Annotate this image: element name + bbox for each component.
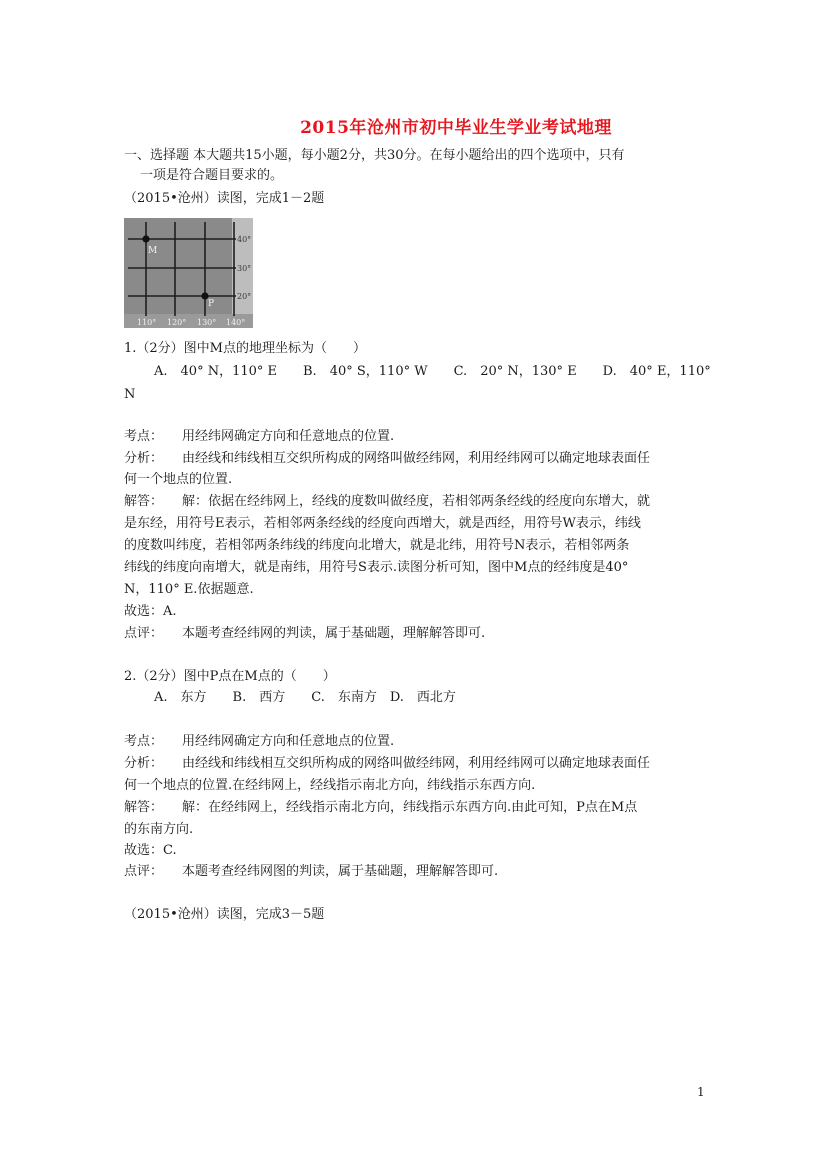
q1-fenxi-label: 分析： <box>124 451 164 466</box>
figure-intro-2: （2015•沧州）读图，完成3－5题 <box>124 907 325 922</box>
q1-dianping-label: 点评： <box>124 626 164 641</box>
section-heading-line2: 一项是符合题目要求的。 <box>140 168 284 183</box>
point-m-marker <box>142 235 149 242</box>
q1-fenxi-text: 由经线和纬线相互交织所构成的网络叫做经纬网，利用经纬网可以确定地球表面任 <box>182 451 651 466</box>
q1-fenxi <box>124 449 650 469</box>
q1-fenxi-line2: 何一个地点的位置. <box>124 472 233 487</box>
lat-label-30: 30° <box>237 264 252 273</box>
q2-fenxi-line2: 何一个地点的位置.在经纬网上，经线指示南北方向，纬线指示东西方向. <box>124 778 536 793</box>
q1-jieda-line2: 是东经，用符号E表示，若相邻两条经线的经度向西增大，就是西经，用符号W表示，纬线 <box>124 516 641 531</box>
lon-label-140: 140° <box>226 318 246 327</box>
q1-jieda-line5: N，110° E.依据题意. <box>124 582 254 597</box>
q2-fenxi <box>124 754 650 774</box>
q1-jieda-label: 解答： <box>124 494 164 509</box>
q1-dianping <box>124 624 485 644</box>
lon-label-130: 130° <box>197 318 217 327</box>
q2-dianping-label: 点评： <box>124 864 164 879</box>
q1-answer: 故选：A. <box>124 604 177 619</box>
point-p-label: P <box>208 299 215 309</box>
question-2-options: A. 东方 B. 西方 C. 东南方 D. 西北方 <box>154 690 456 705</box>
q2-dianping-text: 本题考查经纬网图的判读，属于基础题，理解解答即可. <box>182 864 499 879</box>
q1-jieda <box>124 492 650 512</box>
q2-answer: 故选：C. <box>124 843 177 858</box>
q1-jieda-line3: 的度数叫纬度，若相邻两条纬线的纬度向北增大，就是北纬，用符号N表示，若相邻两条 <box>124 538 630 553</box>
q1-jieda-text: 解：依据在经纬网上，经线的度数叫做经度，若相邻两条经线的经度向东增大，就 <box>182 494 651 509</box>
question-2-stem: 2.（2分）图中P点在M点的（ ） <box>124 669 336 684</box>
q1-kaodian <box>124 427 394 447</box>
page-number: 1 <box>697 1085 705 1099</box>
q2-dianping <box>124 862 498 882</box>
q2-kaodian-label: 考点： <box>124 734 164 749</box>
figure-intro-1: （2015•沧州）读图，完成1－2题 <box>124 191 325 206</box>
lon-label-110: 110° <box>137 318 157 327</box>
q2-kaodian <box>124 732 394 752</box>
q1-dianping-text: 本题考查经纬网的判读，属于基础题，理解解答即可. <box>182 626 486 641</box>
lat-label-20: 20° <box>237 292 252 301</box>
question-1-options-wrap: N <box>124 387 136 402</box>
page-title: 2015年沧州市初中毕业生学业考试地理 <box>300 118 612 138</box>
point-m-label: M <box>148 246 158 256</box>
q1-kaodian-text: 用经纬网确定方向和任意地点的位置. <box>182 429 395 444</box>
question-1-options: A. 40° N，110° E B. 40° S，110° W C. 20° N，130° E D. 40° E，110° <box>154 364 711 379</box>
q2-jieda-text: 解：在经纬网上，经线指示南北方向，纬线指示东西方向.由此可知，P点在M点 <box>182 800 638 815</box>
q2-fenxi-text: 由经线和纬线相互交织所构成的网络叫做经纬网，利用经纬网可以确定地球表面任 <box>182 756 651 771</box>
q2-kaodian-text: 用经纬网确定方向和任意地点的位置. <box>182 734 395 749</box>
q2-fenxi-label: 分析： <box>124 756 164 771</box>
graticule-map-figure <box>124 218 253 328</box>
question-1-stem: 1.（2分）图中M点的地理坐标为（ ） <box>124 341 366 356</box>
section-heading-line1: 一、选择题 本大题共15小题，每小题2分，共30分。在每小题给出的四个选项中，只有 <box>124 148 625 163</box>
q1-kaodian-label: 考点： <box>124 429 164 444</box>
q2-jieda-line2: 的东南方向. <box>124 822 194 837</box>
q1-jieda-line4: 纬线的纬度向南增大，就是南纬，用符号S表示.读图分析可知，图中M点的经纬度是40° <box>124 560 629 575</box>
q2-jieda-label: 解答： <box>124 800 164 815</box>
q2-jieda <box>124 798 637 818</box>
lat-label-40: 40° <box>237 235 252 244</box>
lon-label-120: 120° <box>167 318 187 327</box>
